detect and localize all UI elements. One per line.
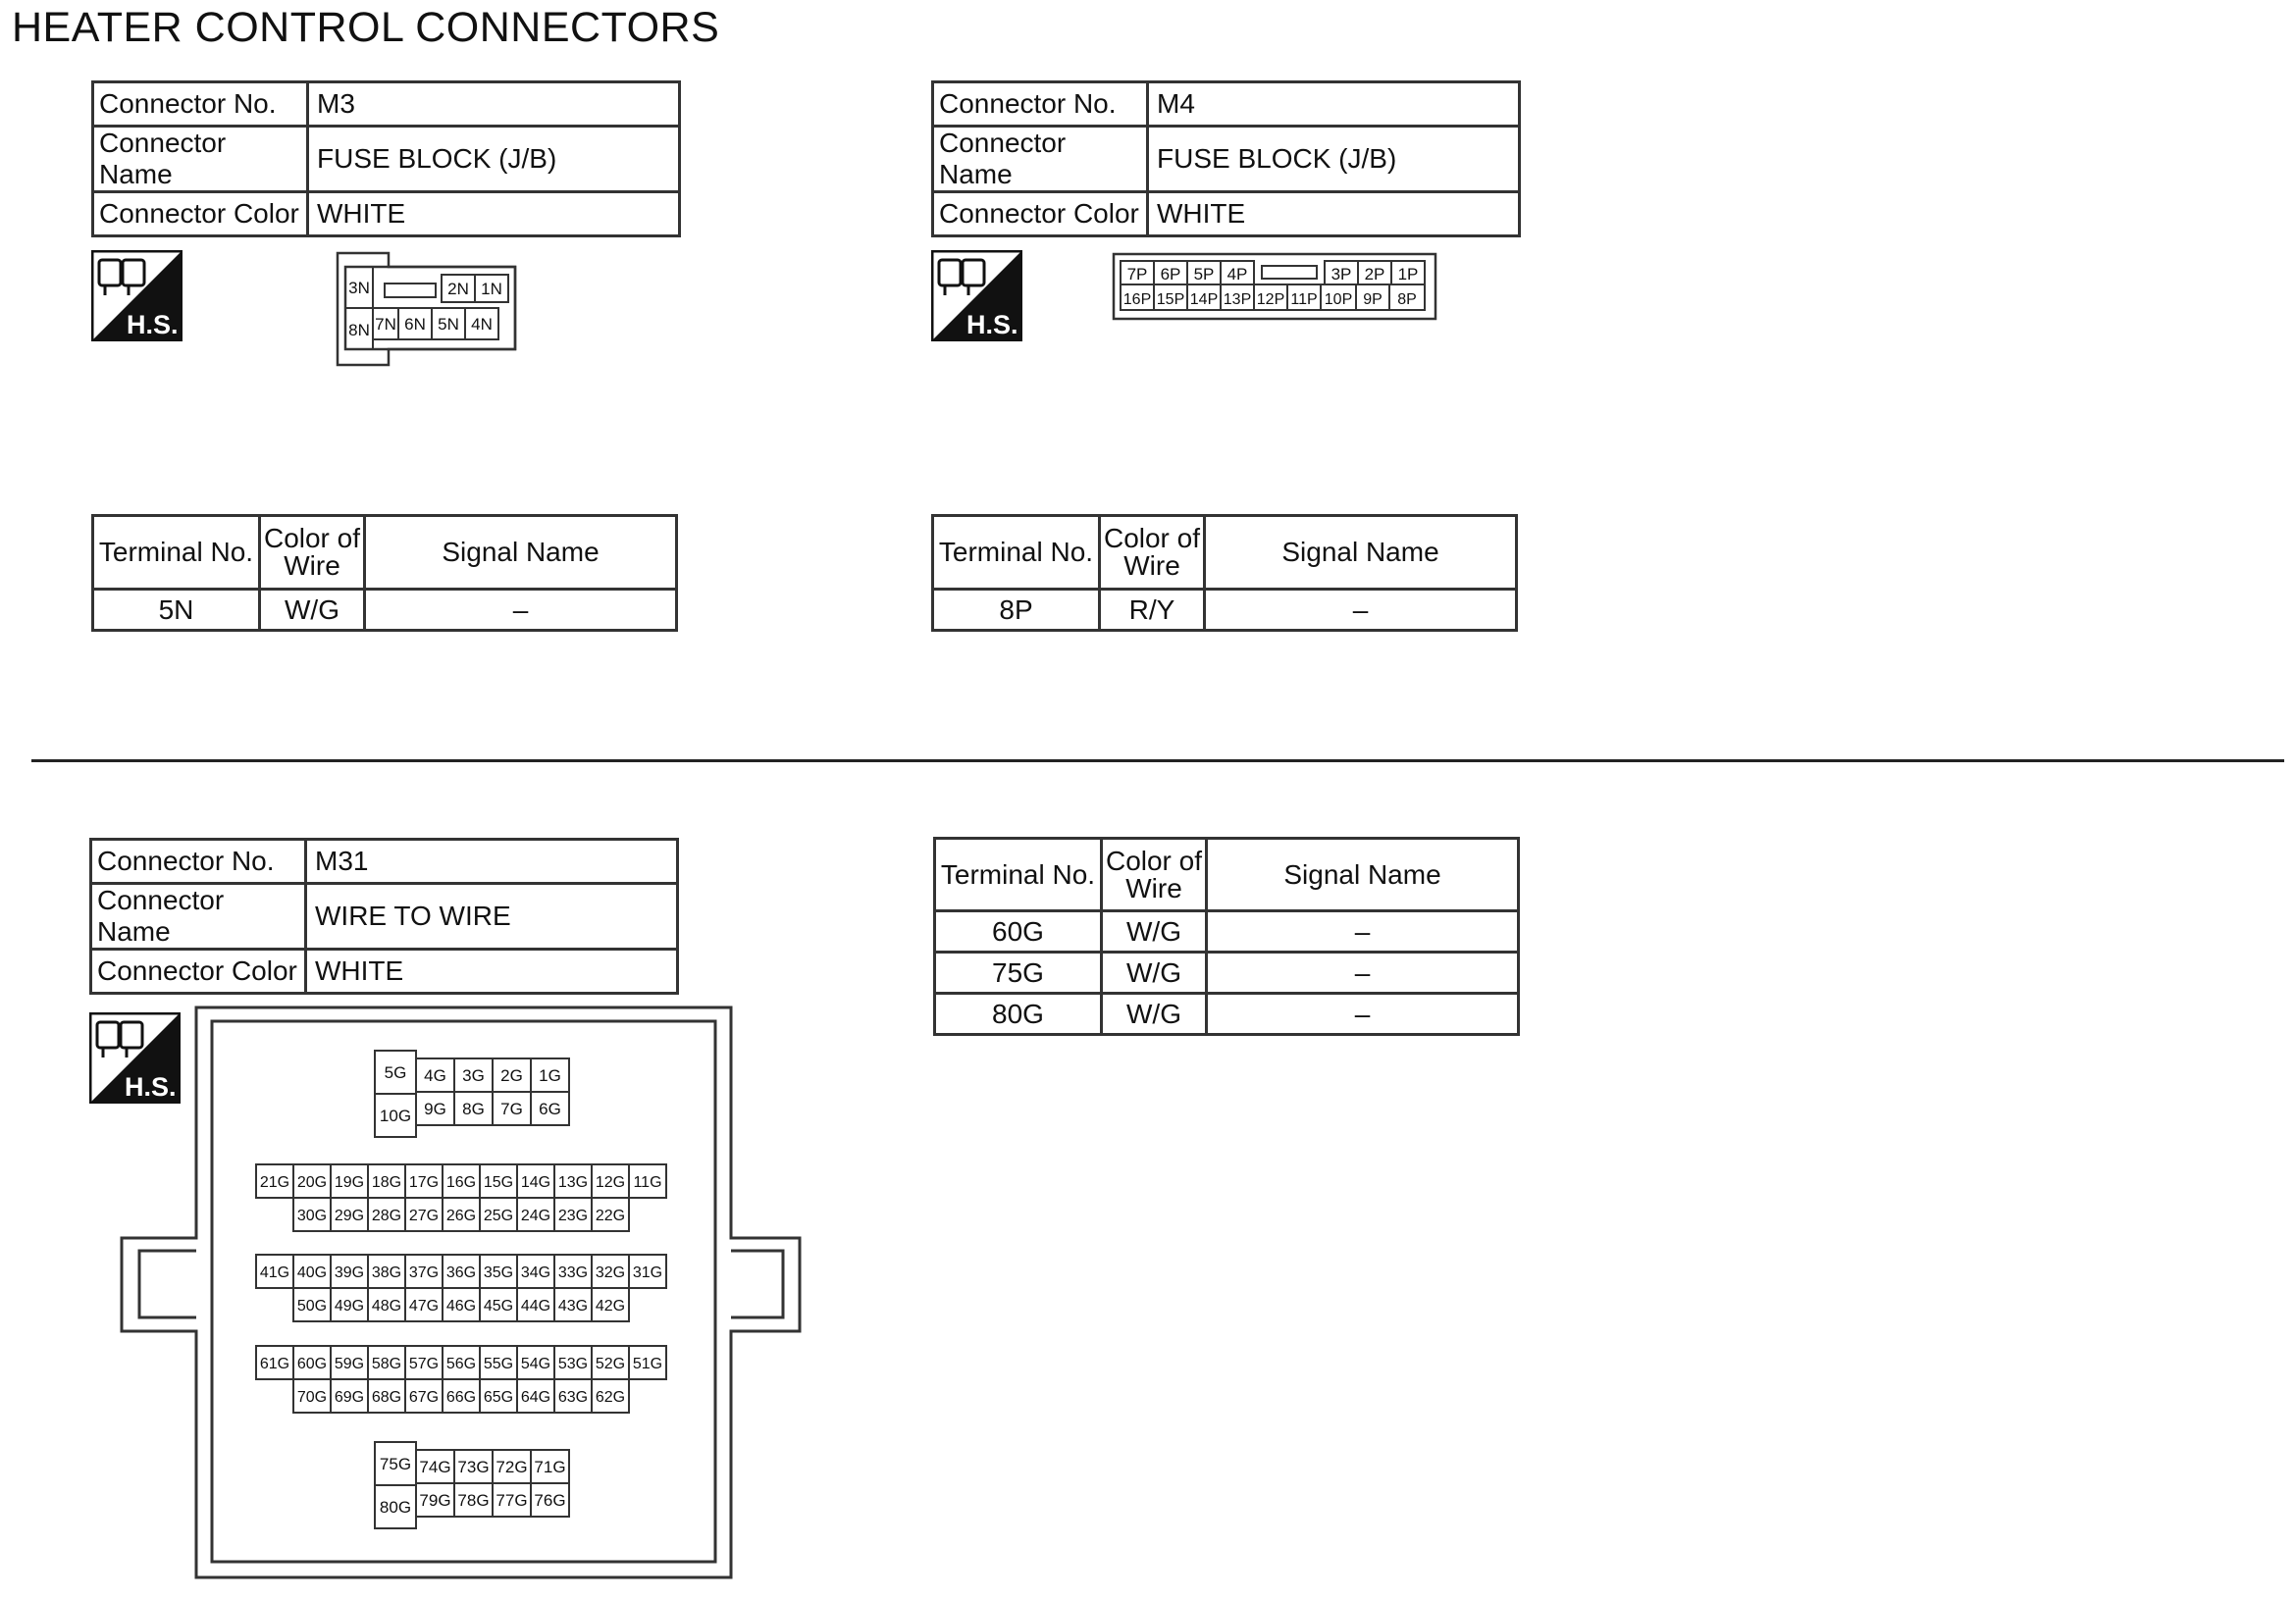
pin-label: 10P bbox=[1324, 291, 1353, 308]
wire-color-header: Color of Wire bbox=[260, 516, 365, 590]
terminal-no-header: Terminal No. bbox=[933, 516, 1100, 590]
pin-label: 75G bbox=[379, 1455, 412, 1474]
pin-label: 71G bbox=[534, 1458, 566, 1477]
pin-label: 12G bbox=[595, 1173, 626, 1191]
pin-label: 15P bbox=[1156, 291, 1185, 308]
pin-label: 8G bbox=[462, 1100, 485, 1119]
pin-label: 7N bbox=[375, 315, 396, 334]
pin-label: 6N bbox=[404, 315, 426, 334]
pin-label: 22G bbox=[595, 1207, 626, 1224]
pin-label: 36G bbox=[445, 1264, 477, 1281]
pin-label: 7G bbox=[500, 1100, 523, 1119]
connector-info-m4 bbox=[931, 80, 1521, 237]
pin-label: 80G bbox=[379, 1498, 412, 1518]
pin-label: 20G bbox=[296, 1173, 328, 1191]
pin-label: 6P bbox=[1160, 265, 1181, 284]
pin-label: 35G bbox=[483, 1264, 514, 1281]
pin-label: 55G bbox=[483, 1355, 514, 1372]
pin-label: 4P bbox=[1226, 265, 1248, 284]
pin-label: 62G bbox=[595, 1388, 626, 1406]
connector-name-label: Connector Name bbox=[933, 127, 1148, 192]
pin-label: 5G bbox=[384, 1063, 407, 1083]
connector-color-value: WHITE bbox=[308, 192, 680, 236]
table-row bbox=[935, 953, 1519, 994]
pin-label: 1N bbox=[481, 280, 502, 298]
connector-color-label: Connector Color bbox=[933, 192, 1148, 236]
connector-name-label: Connector Name bbox=[91, 884, 306, 950]
pin-label: 9G bbox=[424, 1100, 446, 1119]
pin-label: 34G bbox=[520, 1264, 551, 1281]
pin-label: 70G bbox=[296, 1388, 328, 1406]
pin-label: 40G bbox=[296, 1264, 328, 1281]
pin-label: 67G bbox=[408, 1388, 440, 1406]
terminal-table-m31 bbox=[933, 837, 1520, 1036]
pin-label: 54G bbox=[520, 1355, 551, 1372]
pin-label: 16P bbox=[1122, 291, 1152, 308]
pin-label: 73G bbox=[457, 1458, 490, 1477]
pin-label: 38G bbox=[371, 1264, 402, 1281]
pin-label: 56G bbox=[445, 1355, 477, 1372]
pin-label: 65G bbox=[483, 1388, 514, 1406]
table-row bbox=[935, 994, 1519, 1035]
signal-name-cell: – bbox=[1205, 590, 1517, 631]
pin-label: 3G bbox=[462, 1066, 485, 1086]
signal-name-header: Signal Name bbox=[1207, 839, 1519, 911]
pin-label: 33G bbox=[557, 1264, 589, 1281]
connector-color-value: WHITE bbox=[306, 950, 678, 994]
pin-label: 8N bbox=[348, 321, 370, 339]
signal-name-cell: – bbox=[1207, 911, 1519, 953]
pin-label: 64G bbox=[520, 1388, 551, 1406]
pin-label: 59G bbox=[334, 1355, 365, 1372]
pin-label: 14G bbox=[520, 1173, 551, 1191]
pin-label: 25G bbox=[483, 1207, 514, 1224]
terminal-table-m4 bbox=[931, 514, 1518, 632]
terminal-no-cell: 75G bbox=[935, 953, 1102, 994]
terminal-no-header: Terminal No. bbox=[93, 516, 260, 590]
pin-label: 12P bbox=[1256, 291, 1285, 308]
pin-label: 13P bbox=[1223, 291, 1252, 308]
terminal-no-header: Terminal No. bbox=[935, 839, 1102, 911]
pin-label: 72G bbox=[496, 1458, 528, 1477]
connector-no-label: Connector No. bbox=[93, 82, 308, 127]
pin-label: 26G bbox=[445, 1207, 477, 1224]
pin-label: 49G bbox=[334, 1297, 365, 1315]
pin-label: 4N bbox=[471, 315, 493, 334]
pin-label: 46G bbox=[445, 1297, 477, 1315]
wire-color-cell: W/G bbox=[1102, 994, 1207, 1035]
terminal-no-cell: 80G bbox=[935, 994, 1102, 1035]
pin-label: 1G bbox=[539, 1066, 561, 1086]
wire-color-cell: R/Y bbox=[1100, 590, 1205, 631]
pin-label: 2P bbox=[1364, 265, 1385, 284]
pin-label: 39G bbox=[334, 1264, 365, 1281]
pin-label: 2G bbox=[500, 1066, 523, 1086]
connector-no-value: M3 bbox=[308, 82, 680, 127]
pin-label: 14P bbox=[1189, 291, 1219, 308]
connector-no-value: M31 bbox=[306, 840, 678, 884]
wire-color-cell: W/G bbox=[1102, 911, 1207, 953]
connector-no-value: M4 bbox=[1148, 82, 1520, 127]
pin-label: 30G bbox=[296, 1207, 328, 1224]
connector-no-label: Connector No. bbox=[933, 82, 1148, 127]
table-row bbox=[93, 590, 677, 631]
signal-name-header: Signal Name bbox=[1205, 516, 1517, 590]
pin-label: 79G bbox=[419, 1491, 451, 1511]
pin-label: 57G bbox=[408, 1355, 440, 1372]
connector-face-m31 bbox=[118, 1006, 805, 1584]
pin-label: 5P bbox=[1193, 265, 1215, 284]
pin-label: 52G bbox=[595, 1355, 626, 1372]
terminal-no-cell: 5N bbox=[93, 590, 260, 631]
pin-label: 42G bbox=[595, 1297, 626, 1315]
terminal-table-m3 bbox=[91, 514, 678, 632]
pin-label: 18G bbox=[371, 1173, 402, 1191]
pin-label: 11P bbox=[1290, 291, 1318, 308]
pin-label: 29G bbox=[334, 1207, 365, 1224]
pin-label: 43G bbox=[557, 1297, 589, 1315]
wire-color-cell: W/G bbox=[260, 590, 365, 631]
hs-label: H.S. bbox=[127, 310, 179, 339]
connector-color-value: WHITE bbox=[1148, 192, 1520, 236]
pin-label: 47G bbox=[408, 1297, 440, 1315]
connector-name-label: Connector Name bbox=[93, 127, 308, 192]
signal-name-cell: – bbox=[1207, 953, 1519, 994]
connector-face-m3 bbox=[336, 251, 517, 367]
section-divider bbox=[31, 759, 2284, 762]
pin-label: 37G bbox=[408, 1264, 440, 1281]
pin-label: 28G bbox=[371, 1207, 402, 1224]
connector-name-value: WIRE TO WIRE bbox=[306, 884, 678, 950]
wire-color-header: Color of Wire bbox=[1102, 839, 1207, 911]
pin-label: 50G bbox=[296, 1297, 328, 1315]
connector-face-m4 bbox=[1112, 252, 1437, 321]
wire-color-cell: W/G bbox=[1102, 953, 1207, 994]
pin-label: 32G bbox=[595, 1264, 626, 1281]
pin-label: 69G bbox=[334, 1388, 365, 1406]
pin-label: 53G bbox=[557, 1355, 589, 1372]
pin-label: 10G bbox=[379, 1107, 412, 1126]
pin-label: 24G bbox=[520, 1207, 551, 1224]
pin-label: 77G bbox=[496, 1491, 528, 1511]
pin-label: 27G bbox=[408, 1207, 440, 1224]
pin-label: 9P bbox=[1363, 291, 1383, 308]
pin-label: 58G bbox=[371, 1355, 402, 1372]
pin-label: 76G bbox=[534, 1491, 566, 1511]
pin-label: 13G bbox=[557, 1173, 589, 1191]
pin-label: 15G bbox=[483, 1173, 514, 1191]
pin-label: 17G bbox=[408, 1173, 440, 1191]
pin-label: 1P bbox=[1397, 265, 1419, 284]
pin-label: 74G bbox=[419, 1458, 451, 1477]
page-title: HEATER CONTROL CONNECTORS bbox=[12, 4, 720, 51]
table-row bbox=[933, 590, 1517, 631]
terminal-no-cell: 8P bbox=[933, 590, 1100, 631]
pin-label: 8P bbox=[1397, 291, 1417, 308]
pin-label: 44G bbox=[520, 1297, 551, 1315]
pin-label: 4G bbox=[424, 1066, 446, 1086]
pin-label: 63G bbox=[557, 1388, 589, 1406]
pin-label: 66G bbox=[445, 1388, 477, 1406]
harness-side-icon bbox=[931, 250, 1022, 341]
pin-label: 60G bbox=[296, 1355, 328, 1372]
pin-label: 31G bbox=[632, 1264, 663, 1281]
pin-label: 7P bbox=[1126, 265, 1148, 284]
signal-name-cell: – bbox=[1207, 994, 1519, 1035]
hs-label: H.S. bbox=[125, 1072, 177, 1102]
pin-label: 16G bbox=[445, 1173, 477, 1191]
terminal-no-cell: 60G bbox=[935, 911, 1102, 953]
wire-color-header: Color of Wire bbox=[1100, 516, 1205, 590]
pin-label: 48G bbox=[371, 1297, 402, 1315]
signal-name-cell: – bbox=[365, 590, 677, 631]
connector-name-value: FUSE BLOCK (J/B) bbox=[308, 127, 680, 192]
pin-label: 51G bbox=[632, 1355, 663, 1372]
pin-label: 45G bbox=[483, 1297, 514, 1315]
connector-info-m31 bbox=[89, 838, 679, 995]
pin-label: 61G bbox=[259, 1355, 290, 1372]
pin-label: 5N bbox=[438, 315, 459, 334]
connector-color-label: Connector Color bbox=[91, 950, 306, 994]
harness-side-icon bbox=[91, 250, 183, 341]
pin-label: 3P bbox=[1331, 265, 1352, 284]
pin-label: 23G bbox=[557, 1207, 589, 1224]
pin-label: 21G bbox=[259, 1173, 290, 1191]
connector-color-label: Connector Color bbox=[93, 192, 308, 236]
pin-label: 3N bbox=[348, 279, 370, 297]
pin-label: 2N bbox=[447, 280, 469, 298]
pin-label: 6G bbox=[539, 1100, 561, 1119]
hs-label: H.S. bbox=[966, 310, 1018, 339]
connector-name-value: FUSE BLOCK (J/B) bbox=[1148, 127, 1520, 192]
pin-label: 78G bbox=[457, 1491, 490, 1511]
signal-name-header: Signal Name bbox=[365, 516, 677, 590]
table-row bbox=[935, 911, 1519, 953]
connector-info-m3 bbox=[91, 80, 681, 237]
pin-label: 68G bbox=[371, 1388, 402, 1406]
pin-label: 11G bbox=[633, 1173, 662, 1191]
pin-label: 41G bbox=[259, 1264, 290, 1281]
connector-no-label: Connector No. bbox=[91, 840, 306, 884]
pin-label: 19G bbox=[334, 1173, 365, 1191]
